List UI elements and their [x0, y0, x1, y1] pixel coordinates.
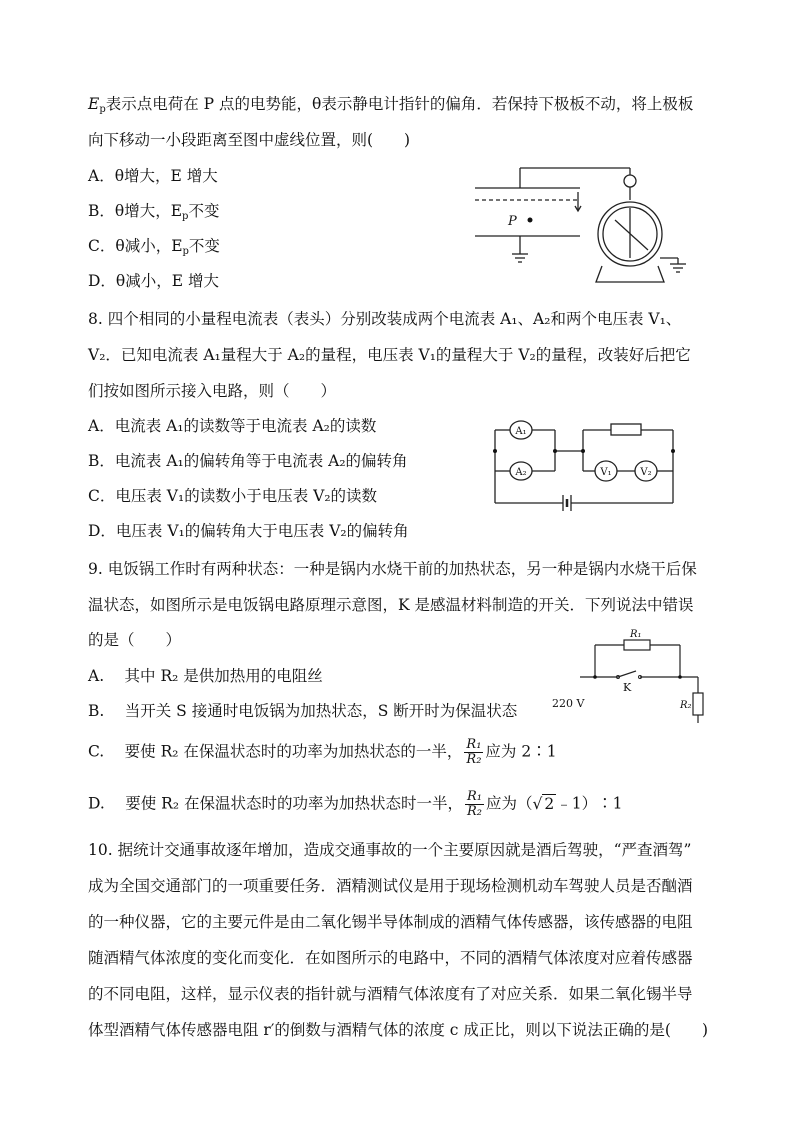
q10-stem-line-2: 成为全国交通部门的一项重要任务．酒精测试仪是用于现场检测机动车驾驶人员是否酗酒 [88, 877, 693, 895]
sqrt-symbol: √ 2 [532, 794, 555, 813]
q10-stem-line-3: 的一种仪器，它的主要元件是由二氧化锡半导体制成的酒精气体传感器，该传感器的电阻 [88, 913, 693, 931]
q7-stem-line-2: 向下移动一小段距离至图中虚线位置，则( ) [88, 131, 411, 149]
q8-option-a: A．电流表 A₁的读数等于电流表 A₂的读数 [88, 417, 377, 435]
q9-stem-line-1: 9. 电饭锅工作时有两种状态：一种是锅内水烧干前的加热状态，另一种是锅内水烧干后保 [88, 560, 697, 578]
q10-stem-line-6: 体型酒精气体传感器电阻 r′的倒数与酒精气体的浓度 c 成正比，则以下说法正确的是( ) [88, 1021, 708, 1039]
voltmeter-v1-label: V₁ [600, 467, 612, 478]
q9-rice-cooker-circuit-figure [550, 625, 710, 725]
q9-option-d: D. 要使 R₂ 在保温状态时的功率为加热状态时一半， $\frac{\text{R₁}}{\text{R₂}}$ 应为（√ 2 ﹣1）∶1 [88, 789, 623, 819]
q7-option-d: D．θ减小，E 增大 [88, 272, 220, 290]
q8-stem-line-1: 8. 四个相同的小量程电流表（表头）分别改装成两个电流表 A₁、A₂和两个电压表 V₁、 [88, 310, 682, 328]
r1-over-r2-fraction: $\frac{\text{R₁}}{\text{R₂}}$ [466, 789, 482, 819]
q9-option-a: A. 其中 R₂ 是供加热用的电阻丝 [88, 667, 323, 685]
q8-option-c: C．电压表 V₁的读数小于电压表 V₂的读数 [88, 487, 378, 505]
q7-option-b: B．θ增大，$E_p$不变 [88, 202, 220, 222]
resistor-r1-label: R₁ [630, 629, 642, 640]
switch-k-label: K [623, 681, 632, 694]
q8-option-b: B．电流表 A₁的偏转角等于电流表 A₂的偏转角 [88, 452, 408, 470]
q7-ep-symbol: E [88, 95, 100, 113]
r1-over-r2-fraction: $\frac{\text{R₁}}{\text{R₂}}$ [466, 737, 482, 767]
q8-stem-line-2: V₂．已知电流表 A₁量程大于 A₂的量程，电压表 V₁的量程大于 V₂的量程，改装好后把它 [88, 346, 691, 364]
q8-stem-line-3: 们按如图所示接入电路，则（ ） [88, 382, 337, 400]
q9-stem-line-3: 的是（ ） [88, 631, 182, 649]
q7-point-p-label: P [508, 214, 517, 229]
ammeter-a2-label: A₂ [515, 467, 527, 478]
q10-stem-line-4: 随酒精气体浓度的变化而变化．在如图所示的电路中，不同的酒精气体浓度对应着传感器 [88, 949, 693, 967]
q7-option-c: C．θ减小，$E_p$不变 [88, 237, 220, 257]
ammeter-a1-label: A₁ [515, 426, 527, 437]
q9-option-c: C. 要使 R₂ 在保温状态时的功率为加热状态的一半， $\frac{\text{R₁}}{\text{R₂}}$ 应为 2∶1 [88, 737, 557, 767]
q10-stem-line-1: 10. 据统计交通事故逐年增加，造成交通事故的一个主要原因就是酒后驾驶，“严查酒驾” [88, 841, 692, 859]
q7-option-a: A．θ增大，E 增大 [88, 167, 218, 185]
q7-capacitor-electrometer-figure [470, 158, 695, 288]
resistor-r2-label: R₂ [680, 700, 692, 711]
q8-option-d: D．电压表 V₁的偏转角大于电压表 V₂的偏转角 [88, 522, 409, 540]
q7-stem-line-1: $E_p$表示点电荷在 P 点的电势能，θ表示静电计指针的偏角．若保持下极板不动，将上极板 [88, 95, 694, 115]
supply-voltage-label: 220 V [552, 697, 585, 710]
voltmeter-v2-label: V₂ [640, 467, 652, 478]
q9-option-b: B. 当开关 S 接通时电饭锅为加热状态，S 断开时为保温状态 [88, 702, 518, 720]
q9-stem-line-2: 温状态，如图所示是电饭锅电路原理示意图，K 是感温材料制造的开关．下列说法中错误 [88, 596, 694, 614]
q8-meters-circuit-figure [465, 415, 695, 520]
q10-stem-line-5: 的不同电阻，这样，显示仪表的指针就与酒精气体浓度有了对应关系．如果二氧化锡半导 [88, 985, 693, 1003]
